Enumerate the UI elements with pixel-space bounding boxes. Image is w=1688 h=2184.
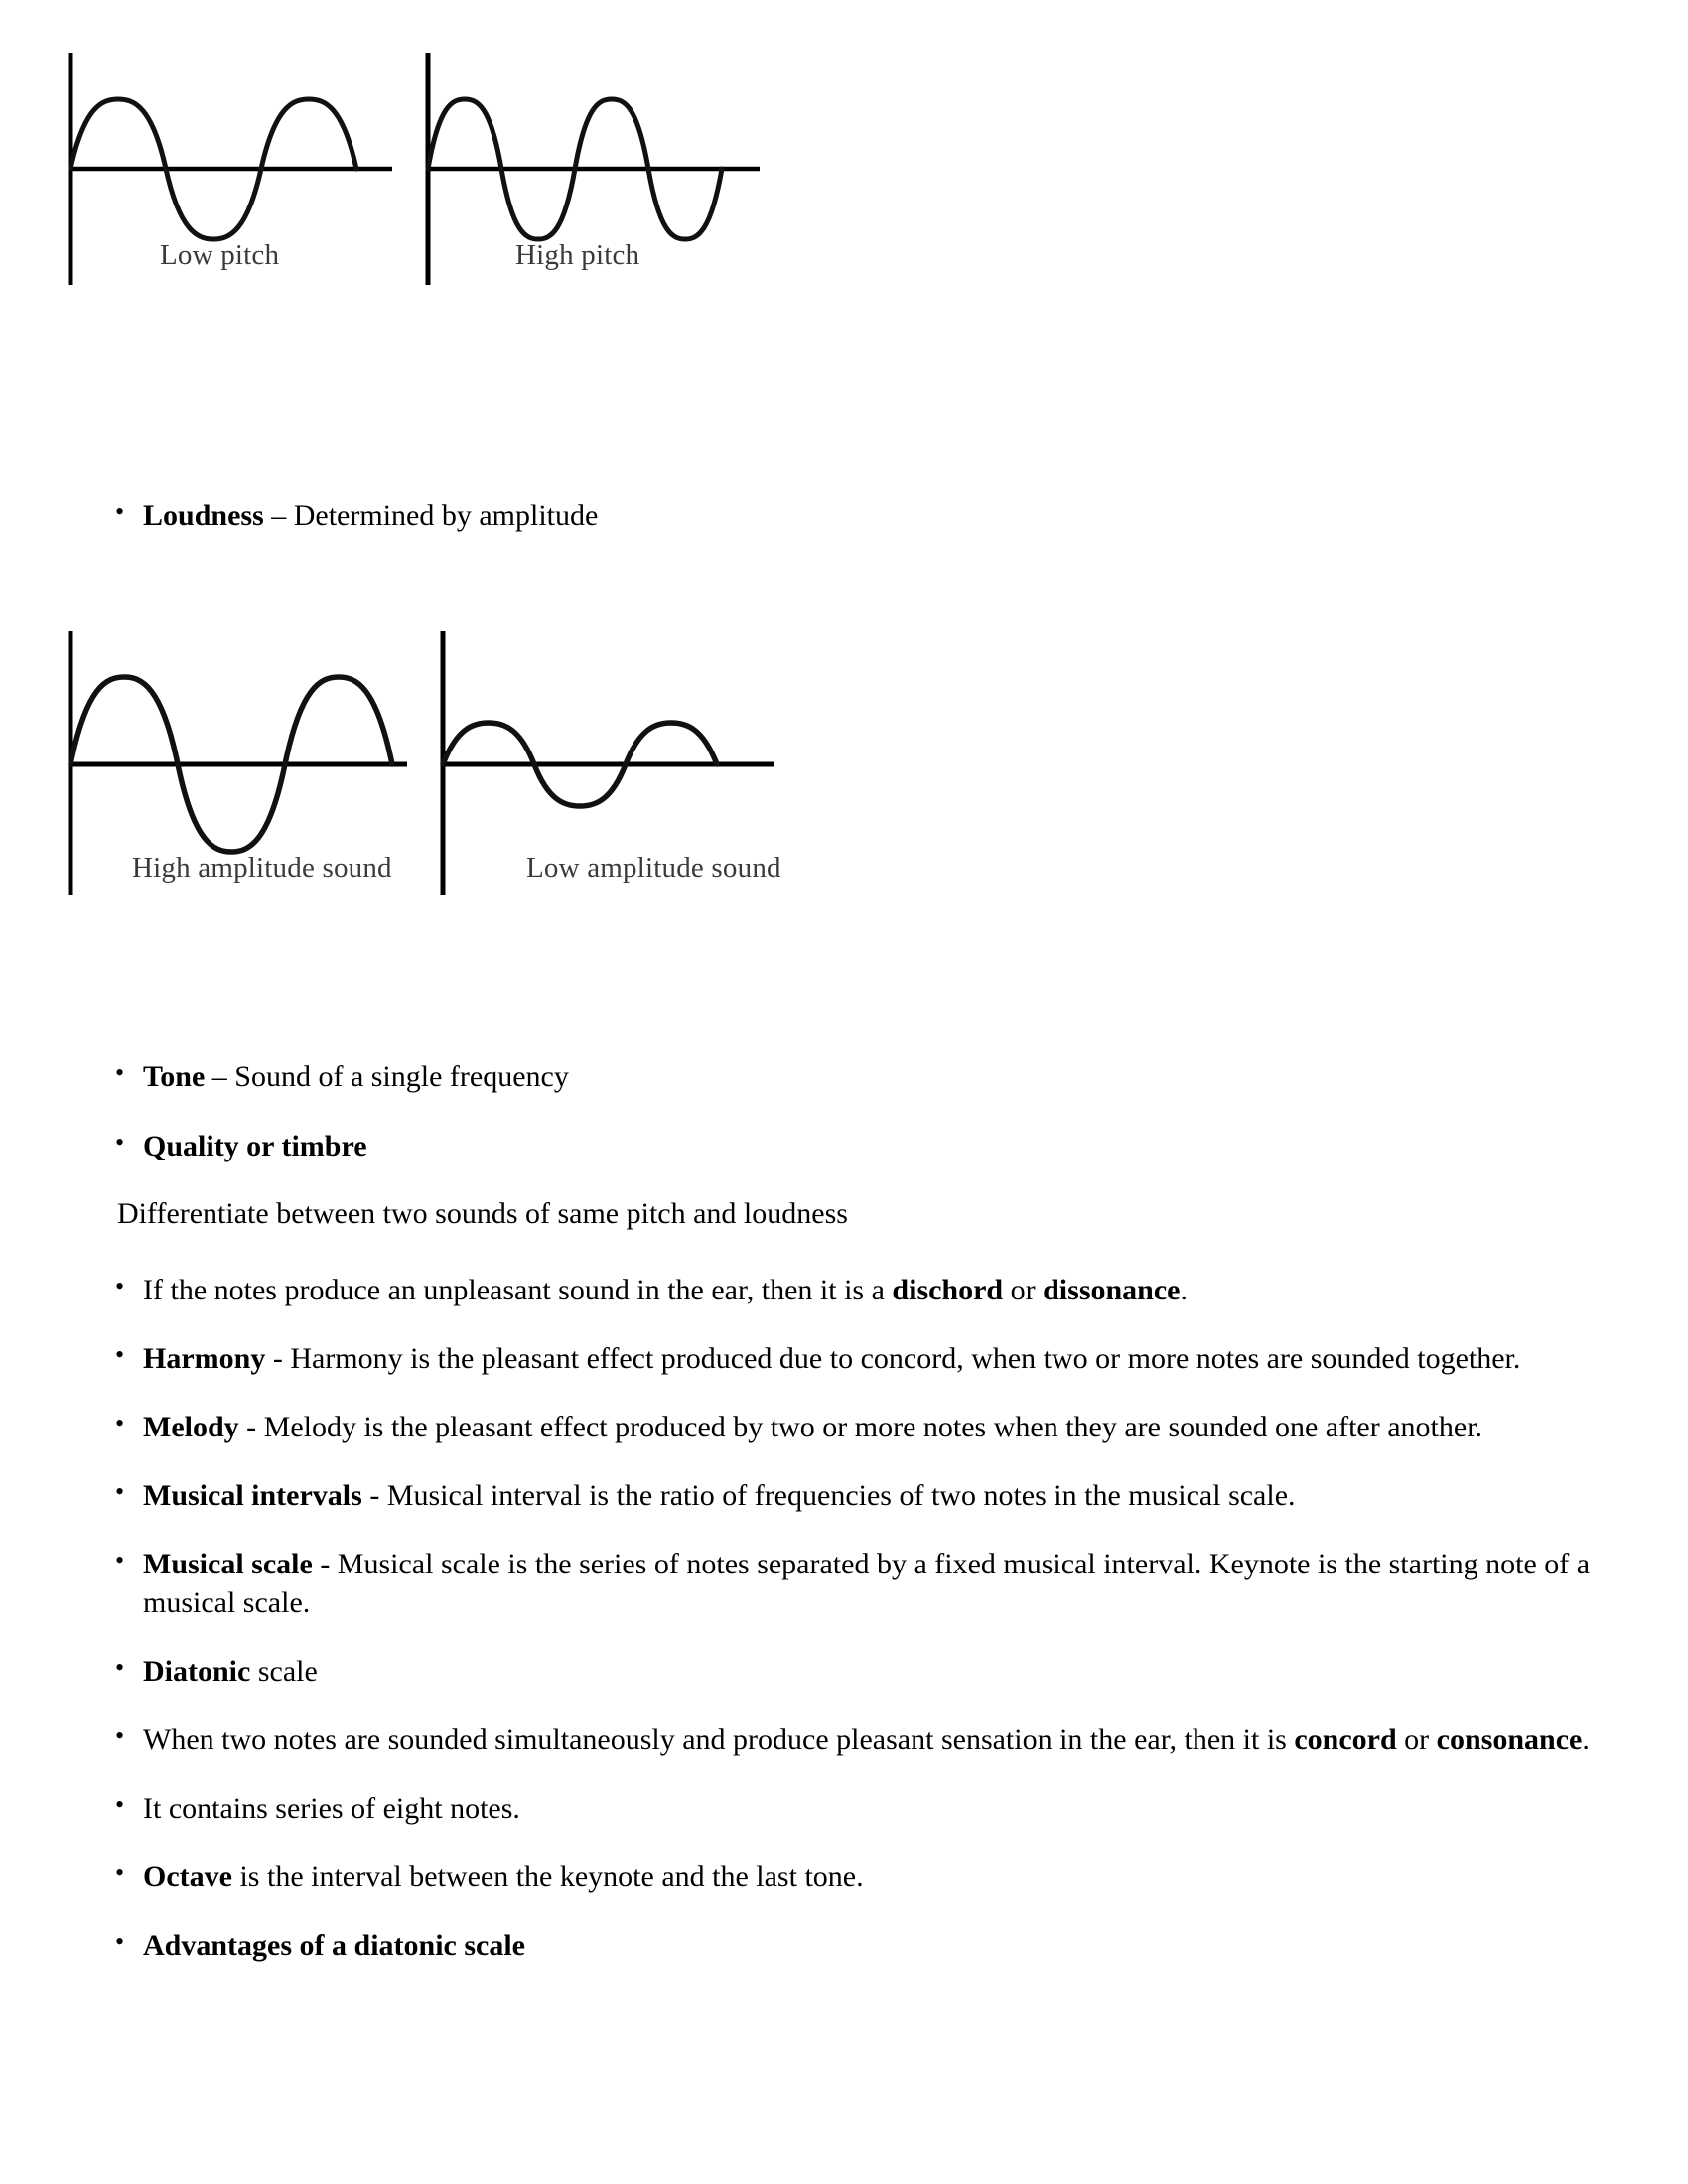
figure-pitch-comparison [0, 45, 1688, 303]
text-segment: scale [250, 1655, 318, 1688]
tone-list [107, 1057, 1497, 1096]
caption-low-amplitude: Low amplitude sound [526, 852, 781, 884]
text-segment: Diatonic [143, 1655, 251, 1688]
timbre-section [107, 1127, 1497, 1165]
text-segment: dissonance [1043, 1274, 1181, 1306]
timbre-term: Quality or timbre [143, 1130, 367, 1162]
text-segment: - Musical interval is the ratio of frequencies of two notes in the musical scale. [361, 1479, 1296, 1512]
bullet-concord [107, 1720, 1607, 1759]
text-segment: Octave [143, 1860, 232, 1893]
loudness-section [107, 496, 1497, 535]
definitions-section [107, 1271, 1607, 1965]
bullet-eight-notes [107, 1789, 1607, 1828]
loudness-definition: Determined by amplitude [293, 499, 599, 532]
caption-high-amplitude: High amplitude sound [132, 852, 392, 884]
text-segment: It contains series of eight notes. [143, 1792, 520, 1825]
bullet-diatonic-scale [107, 1652, 1607, 1691]
text-segment: Harmony [143, 1342, 266, 1375]
bullet-dischord [107, 1271, 1607, 1309]
text-segment: Musical scale [143, 1548, 313, 1580]
text-segment: or [1396, 1723, 1437, 1756]
bullet-harmony [107, 1339, 1607, 1378]
text-segment: If the notes produce an unpleasant sound in the ear, then it is a [143, 1274, 893, 1306]
text-segment: Advantages of a diatonic scale [143, 1929, 525, 1962]
text-segment: When two notes are sounded simultaneously and produce pleasant sensation in the ear, then it is [143, 1723, 1295, 1756]
wave-panel-low-amplitude [427, 625, 814, 903]
bullet-octave [107, 1857, 1607, 1896]
caption-low-pitch: Low pitch [160, 239, 280, 271]
bullet-musical-scale [107, 1545, 1607, 1622]
text-segment: . [1180, 1274, 1188, 1306]
text-segment: Musical intervals [143, 1479, 362, 1512]
bullet-advantages [107, 1926, 1607, 1965]
text-segment: concord [1294, 1723, 1397, 1756]
wave-panel-low-pitch [55, 45, 412, 293]
text-segment: is the interval between the keynote and the last tone. [231, 1860, 864, 1893]
wave-panel-high-amplitude [55, 625, 432, 903]
text-segment: - Harmony is the pleasant effect produced due to concord, when two or more notes are sounded together. [265, 1342, 1521, 1375]
tone-definition: Sound of a single frequency [234, 1060, 569, 1093]
differentiate-section [117, 1194, 1507, 1233]
text-segment: . [1582, 1723, 1590, 1756]
text-segment: Melody [143, 1411, 239, 1443]
tone-dash: – [205, 1060, 235, 1093]
timbre-list [107, 1127, 1497, 1165]
bullet-quality-timbre [107, 1127, 1497, 1165]
loudness-list [107, 496, 1497, 535]
differentiate-text: Differentiate between two sounds of same pitch and loudness [117, 1197, 848, 1230]
bullet-tone [107, 1057, 1497, 1096]
bullet-loudness [107, 496, 1497, 535]
text-segment: - Musical scale is the series of notes separated by a fixed musical interval. Keynote is the starting note of a musical scale. [143, 1548, 1591, 1619]
text-segment: or [1003, 1274, 1044, 1306]
text-segment: - Melody is the pleasant effect produced by two or more notes when they are sounded one after another. [238, 1411, 1483, 1443]
bullet-musical-intervals [107, 1476, 1607, 1515]
loudness-dash: – [263, 499, 294, 532]
tone-term: Tone [143, 1060, 206, 1093]
bullet-melody [107, 1408, 1607, 1446]
wave-panel-high-pitch [412, 45, 789, 293]
figure-amplitude-comparison [0, 625, 1688, 953]
text-segment: consonance [1436, 1723, 1583, 1756]
definitions-list [107, 1271, 1607, 1965]
tone-section [107, 1057, 1497, 1096]
caption-high-pitch: High pitch [515, 239, 640, 271]
loudness-term: Loudness [143, 499, 264, 532]
text-segment: dischord [892, 1274, 1004, 1306]
